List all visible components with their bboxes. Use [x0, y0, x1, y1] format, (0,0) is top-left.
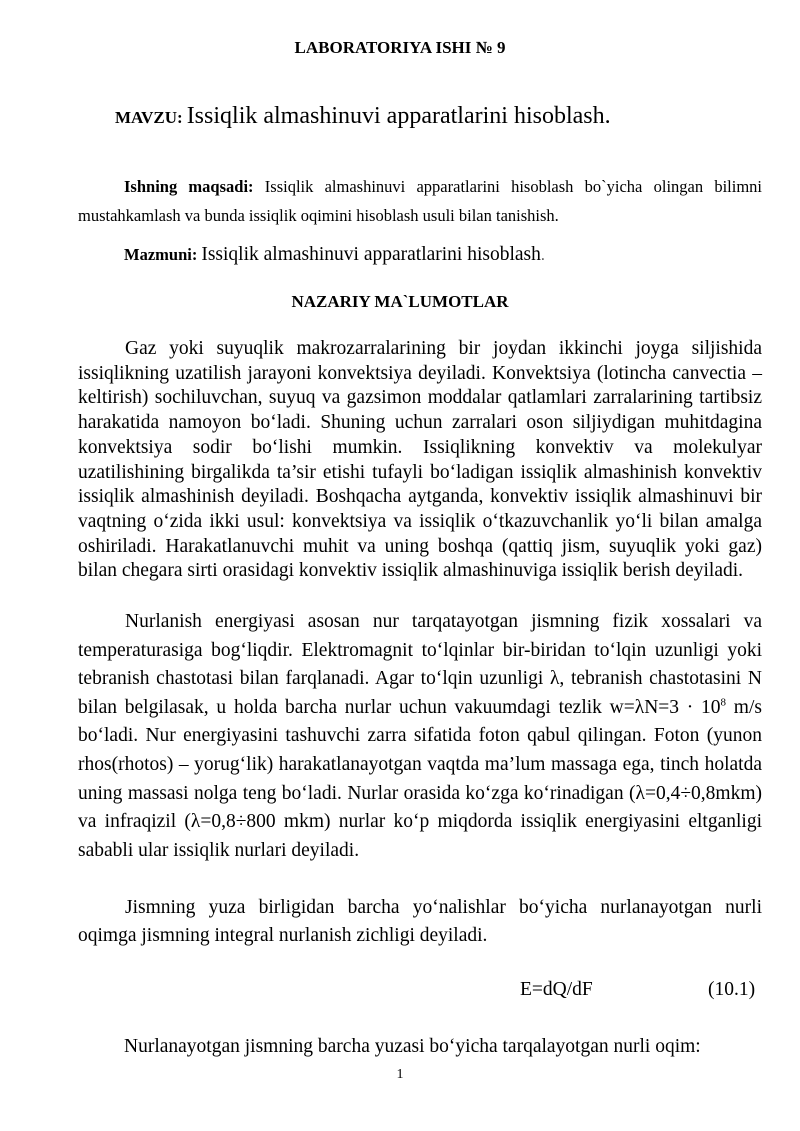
paragraph-integral-density: Jismning yuza birligidan barcha yo‘nalishlar bo‘yicha nurlanayotgan nurli oqimga jismning integral nurlanish zichligi deyiladi. [78, 897, 762, 946]
goal-text: Issiqlik almashinuvi apparatlarini hisoblash bo`yicha olingan bilimni mustahkamlash va bunda issiqlik oqimini hisoblash usuli bilan tanishish. [78, 177, 763, 225]
topic-value: Issiqlik almashinuvi apparatlarini hisoblash. [186, 103, 611, 129]
lab-title: LABORATORIYA ISHI № 9 [294, 38, 506, 57]
formula-expression: E=dQ/dF [520, 979, 593, 1000]
paragraph-radiation [78, 608, 762, 865]
section-heading: NAZARIY MA`LUMOTLAR [291, 292, 509, 311]
paragraph-radiation-part1: Nurlanish energiyasi asosan nur tarqatayotgan jismning fizik xossalari va temperaturasiga bog‘liqdir. Elektromagnit to‘lqinlar bir-biridan to‘lqin uzunligi yoki tebranish chastotasi bilan farqlanadi. Agar to‘lqin uzunligi λ, tebranish chastotasini N bilan belgilasak, u holda barcha nurlar uchun vakuumdagi tezlik w=λN=3 · 10 [78, 611, 762, 718]
exponent: 8 [720, 696, 727, 709]
content-value: Issiqlik almashinuvi apparatlarini hisoblash [201, 244, 541, 265]
formula-number: (10.1) [708, 979, 756, 1000]
page-number: 1 [396, 1067, 404, 1082]
paragraph-radiant-flux: Nurlanayotgan jismning barcha yuzasi bo‘yicha tarqalayotgan nurli oqim: [124, 1036, 701, 1057]
goal-label: Ishning maqsadi: [124, 177, 254, 196]
content-trail: . [540, 247, 545, 264]
goal-paragraph [78, 172, 762, 230]
content-line [124, 244, 545, 266]
paragraph-convection: Gaz yoki suyuqlik makrozarralarining bir joydan ikkinchi joyga siljishida issiqlikning uzatilish jarayoni konvektsiya deyiladi. Konvektsiya (lotincha canvectia – keltirish) sochiluvchan, suyuq va gazsimon moddalar qatlamlari zarralarining tartibsiz harakatida namoyon bo‘ladi. Shuning uchun zarralari oson siljiydigan muhitdagina konvektsiya sodir bo‘lishi mumkin. Issiqlikning konvektiv va molekulyar uzatilishining birgalikda ta’sir etishi tufayli bo‘ladigan issiqlik almashinish konvektiv issiqlik almashinish deyiladi. Boshqacha aytganda, konvektiv issiqlik almashinuvi bir vaqtning o‘zida ikki usul: konvektsiya va issiqlik o‘tkazuvchanlik yo‘li bilan amalga oshiriladi. Harakatlanuvchi muhit va uning boshqa (qattiq jism, suyuqlik yoki gaz) bilan chegara sirti orasidagi konvektiv issiqlik almashinuviga issiqlik berish deyiladi. [78, 338, 762, 582]
content-label: Mazmuni: [124, 245, 198, 264]
topic-label: MAVZU: [115, 108, 183, 127]
paragraph-radiation-part2: m/s bo‘ladi. Nur energiyasini tashuvchi zarra sifatida foton qabul qilingan. Foton (yunon rhos(rhotos) – yorug‘lik) harakatlanayotgan vaqtda ma’lum massaga ega, tinch holatda uning massasi nolga teng bo‘ladi. Nurlar orasida ko‘zga ko‘rinadigan (λ=0,4÷0,8mkm) va infraqizil (λ=0,8÷800 mkm) nurlar ko‘p miqdorda issiqlik energiyasini eltganligi sababli ular issiqlik nurlari deyiladi. [78, 696, 762, 861]
topic-line [115, 103, 611, 130]
